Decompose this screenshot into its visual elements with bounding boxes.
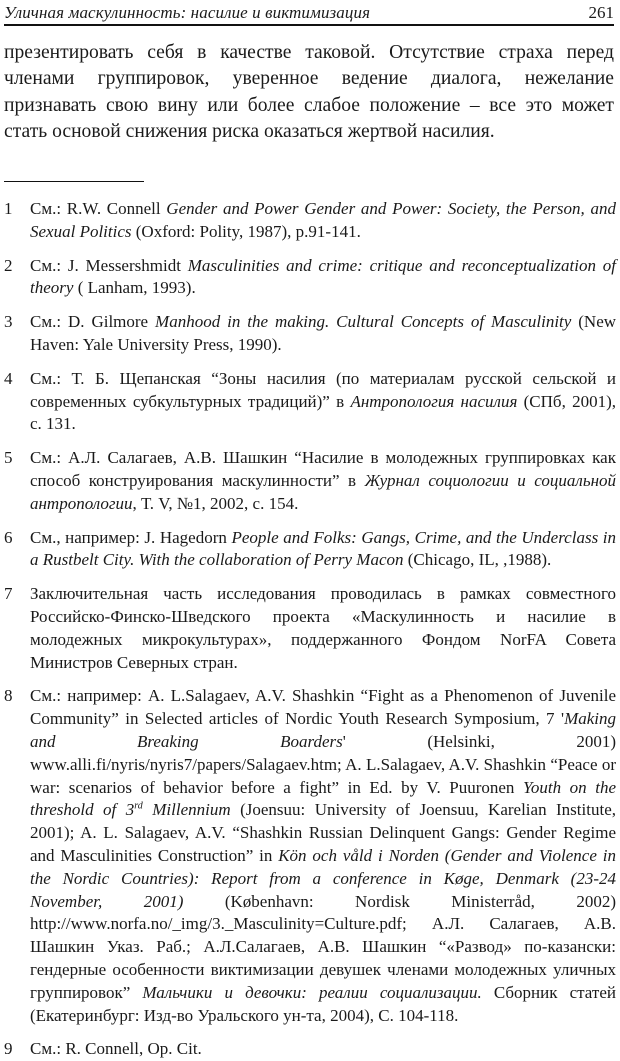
footnote-italic-run: Youth on the threshold of 3 (30, 777, 616, 820)
footnote-text-run: См.: Т. Б. Щепанская “Зоны насилия (по материалам русской сельской и современных субкультурных традиций)” в (30, 368, 616, 411)
footnote-text-run: См.: R. Connell, Op. Cit. (30, 1039, 202, 1059)
footnote (4, 198, 616, 244)
footnote-number: 7 (4, 584, 13, 604)
footnote-text-run: ' (Helsinki, 2001) www.alli.fi/nyris/nyris7/papers/Salagaev.htm; A. L.Salagaev, A.V. Shashkin “Peace or war: scenarios of behavior before a fight” in Ed. by V. Puuronen (30, 731, 616, 797)
footnote-number: 4 (4, 368, 13, 388)
footnote-number: 8 (4, 686, 13, 706)
footnote-text-run: См.: А.Л. Салагаев, А.В. Шашкин “Насилие в молодежных группировках как способ конструирования маскулинности” в (30, 448, 616, 490)
body-paragraph: презентировать себя в качестве таковой. Отсутствие страха перед членами группировок, уверенное ведение диалога, нежелание признавать свою вину или более слабое положение – все это может стать основой снижения риска оказаться жертвой насилия. (4, 42, 614, 143)
footnote-number: 3 (4, 312, 13, 332)
footnote-italic-run: Millennium (142, 800, 231, 820)
running-title: Уличная маскулинность: насилие и виктимизация (4, 3, 371, 22)
footnote-text-run: См.: R.W. Connell (30, 199, 167, 218)
footnote-text-run: См.: например: A. L.Salagaev, A.V. Shashkin “Fight as a Phenomenon of Juvenile Community” in Selected articles of Nordic Youth Research Symposium, 7 ' (30, 686, 616, 729)
footnote-text (30, 1038, 616, 1061)
footnote-text (30, 685, 616, 1027)
footnote-text-run: (København: Nordisk Ministerråd, 2002) http://www.norfa.no/_img/3._Masculinity=Culture.pdf; А.Л. Салагаев, А.В. Шашкин Указ. Раб.; А.Л.Салагаев, А.В. Шашкин “«Развод» по-казански: гендерные особенности виктимизации девушек членами молодежных уличных группировок” (30, 891, 616, 1002)
footnote-text (30, 311, 616, 357)
footnote-text-run: Сборник статей (Екатеринбург: Изд-во Уральского ун-та, 2004), С. 104-118. (30, 982, 616, 1025)
footnote-text-run: ( Lanham, 1993). (73, 278, 196, 298)
footnote-number: 2 (4, 255, 13, 275)
footnote (4, 685, 616, 1027)
footnote (4, 583, 616, 674)
footnote (4, 1038, 616, 1061)
footnote (4, 255, 616, 301)
page-number: 261 (588, 3, 614, 22)
footnote-divider (4, 181, 144, 182)
footnote-text-run: См.: D. Gilmore (30, 312, 156, 332)
footnote-text-run: (СПб, 2001), с. 131. (30, 391, 617, 434)
footnote-text-run: См.: J. Messershmidt (30, 255, 188, 275)
footnotes-list (4, 198, 616, 1061)
footnote-text-run: (Oxford: Polity, 1987), p.91-141. (131, 221, 361, 241)
footnote-italic-run: Manhood in the making. Cultural Concepts of Masculinity (155, 312, 572, 332)
footnote-text-run: (New Haven: Yale University Press, 1990). (30, 312, 617, 354)
footnote-italic-run: Gender and Power Gender and Power: Society, the Person, and Sexual Politics (30, 199, 616, 241)
footnote (4, 368, 616, 436)
footnote-italic-run: Антропология насилия (350, 391, 518, 411)
footnote (4, 527, 616, 573)
footnote (4, 311, 616, 357)
footnote-text-run: Заключительная часть исследования проводилась в рамках совместного Российско-Финско-Шведского проекта «Маскулинность и насилие в молодежных микрокультурах», поддержанного Фондом NorFA Совета Министров Северных стран. (30, 584, 616, 672)
footnote-number: 1 (4, 199, 13, 218)
footnote-text-run: , Т. V, №1, 2002, с. 154. (132, 493, 299, 513)
footnote-text (30, 368, 616, 436)
footnote-text-run: (Joensuu: University of Joensuu, Karelian Institute, 2001); A. L. Salagaev, A.V. “Shashkin Russian Delinquent Gangs: Gender Regime and Masculinities Construction” in (30, 800, 616, 865)
footnote-number: 6 (4, 527, 13, 547)
footnote-text (30, 583, 616, 674)
footnote-number: 9 (4, 1039, 13, 1059)
footnote-text-run: (Chicago, IL, ,1988). (403, 550, 552, 570)
footnote-text (30, 527, 616, 573)
footnote-italic-run: Журнал социологии и социальной антропологии (30, 470, 617, 513)
running-header (4, 2, 614, 26)
footnote-number: 5 (4, 448, 13, 468)
footnote-italic-run: Kön och våld i Norden (Gender and Violence in the Nordic Countries): Report from a conference in Køge, Denmark (23-24 November, 2001) (30, 845, 616, 911)
footnote-italic-run: Мальчики и девочки: реалии социализации. (142, 982, 482, 1002)
footnote-text-run: См., например: J. Hagedorn (30, 527, 232, 547)
footnote-italic-run: People and Folks: Gangs, Crime, and the Underclass in a Rustbelt City. With the collaboration of Perry Macon (30, 527, 616, 570)
footnote-italic-run: rd (134, 800, 143, 812)
footnote-italic-run: Masculinities and crime: critique and reconceptualization of theory (30, 255, 617, 298)
footnote-text (30, 447, 616, 515)
footnote-text (30, 198, 616, 244)
footnote-italic-run: Making and Breaking Boarders (30, 709, 616, 751)
footnote-text (30, 255, 616, 301)
footnote (4, 447, 616, 515)
